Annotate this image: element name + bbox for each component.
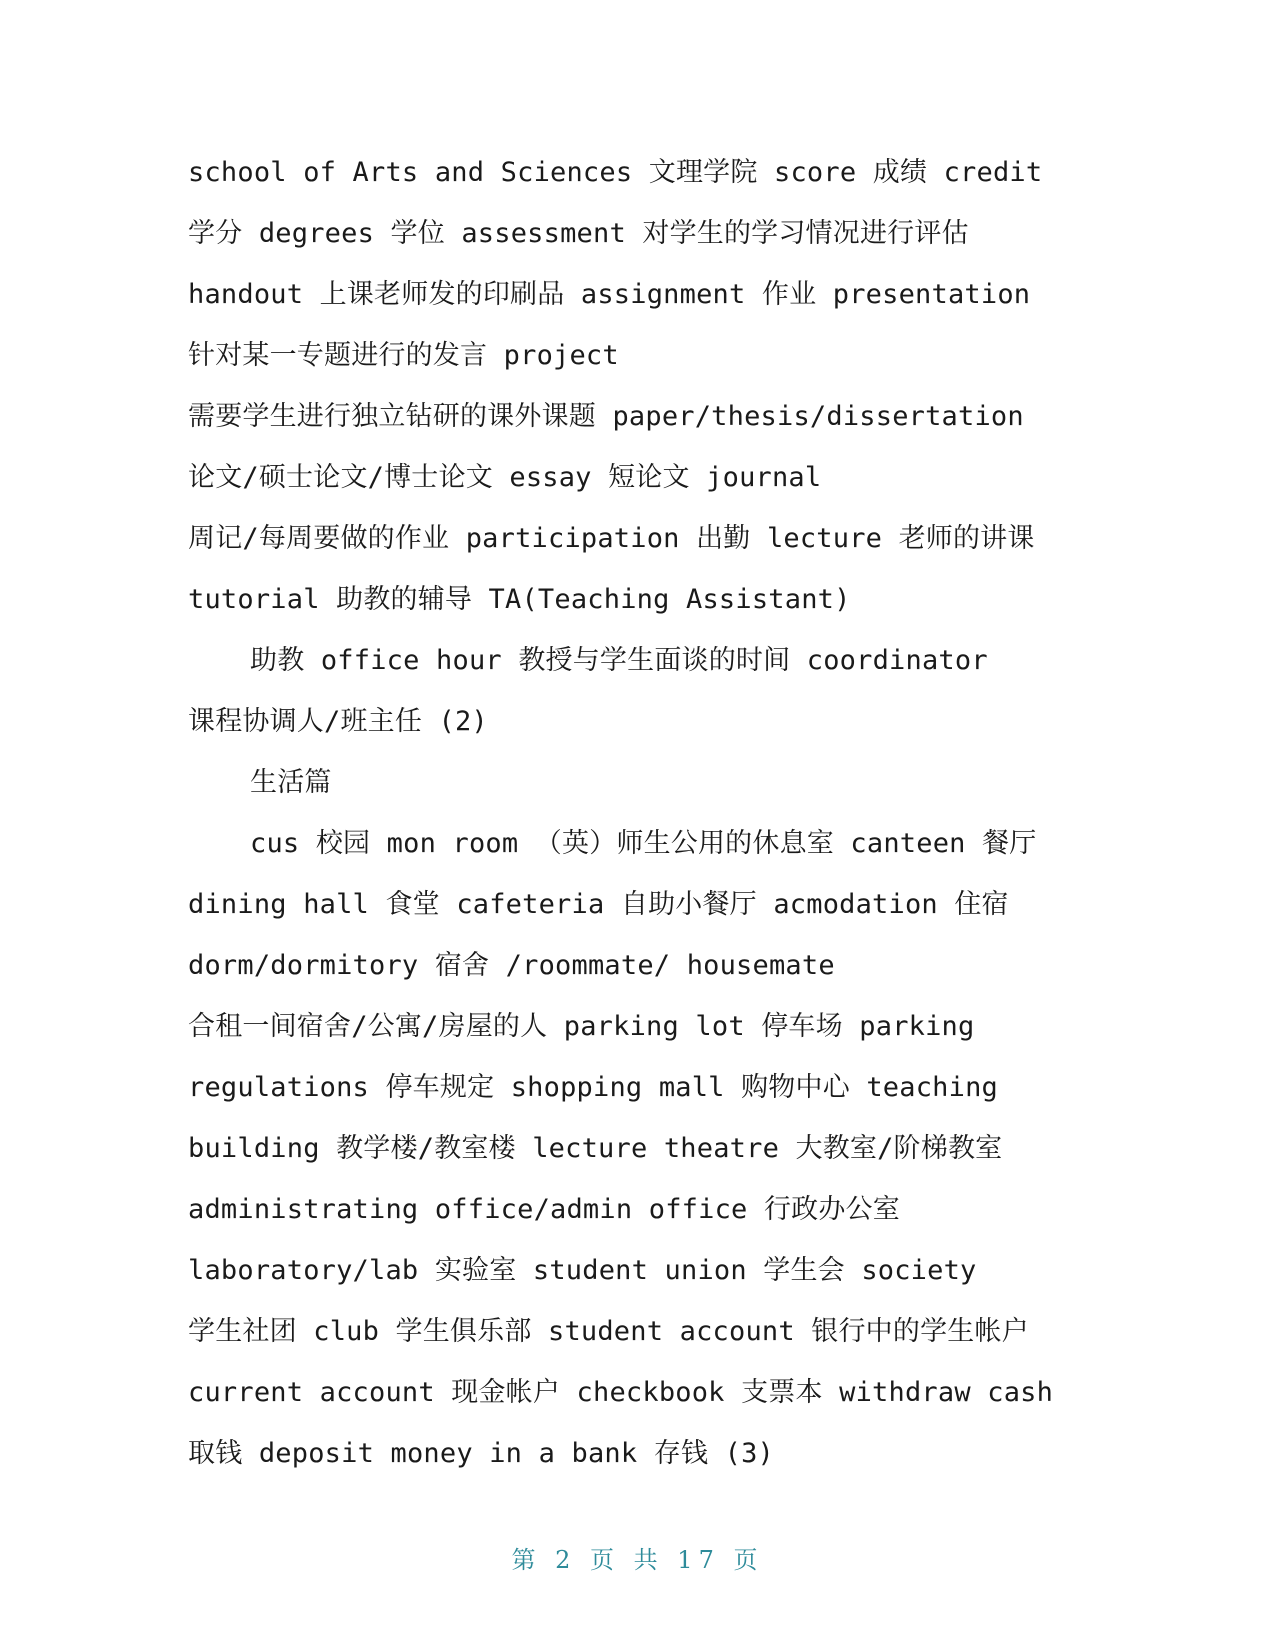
text-line: handout 上课老师发的印刷品 assignment 作业 presentation	[188, 279, 1031, 310]
text-line: 周记/每周要做的作业 participation 出勤 lecture 老师的讲课	[188, 523, 1035, 554]
text-line: 课程协调人/班主任 (2)	[188, 706, 488, 737]
text-line: building 教学楼/教室楼 lecture theatre 大教室/阶梯教室	[188, 1133, 1003, 1164]
text-line: current account 现金帐户 checkbook 支票本 withdraw cash	[188, 1377, 1054, 1408]
page-footer: 第 2 页 共 17 页	[511, 1546, 764, 1574]
text-line: 学分 degrees 学位 assessment 对学生的学习情况进行评估	[188, 218, 969, 249]
text-line: 针对某一专题进行的发言 project	[188, 340, 619, 371]
text-line: dorm/dormitory 宿舍 /roommate/ housemate	[188, 950, 835, 981]
text-line: dining hall 食堂 cafeteria 自助小餐厅 acmodation 住宿	[188, 889, 1009, 920]
document-body	[188, 142, 1088, 1484]
text-line: 学生社团 club 学生俱乐部 student account 银行中的学生帐户	[188, 1316, 1029, 1347]
text-line: 取钱 deposit money in a bank 存钱 (3)	[188, 1438, 775, 1469]
text-line: 助教 office hour 教授与学生面谈的时间 coordinator	[250, 645, 988, 676]
text-line: cus 校园 mon room （英）师生公用的休息室 canteen 餐厅	[250, 828, 1037, 859]
text-line: regulations 停车规定 shopping mall 购物中心 teaching	[188, 1072, 998, 1103]
text-line: 合租一间宿舍/公寓/房屋的人 parking lot 停车场 parking	[188, 1011, 975, 1042]
text-line: administrating office/admin office 行政办公室	[188, 1194, 900, 1225]
text-line: 论文/硕士论文/博士论文 essay 短论文 journal	[188, 462, 822, 493]
text-line: tutorial 助教的辅导 TA(Teaching Assistant)	[188, 584, 851, 615]
text-line: school of Arts and Sciences 文理学院 score 成绩 credit	[188, 157, 1043, 188]
text-line: laboratory/lab 实验室 student union 学生会 society	[188, 1255, 977, 1286]
text-line: 需要学生进行独立钻研的课外课题 paper/thesis/dissertation	[188, 401, 1024, 432]
section-heading: 生活篇	[250, 767, 332, 798]
